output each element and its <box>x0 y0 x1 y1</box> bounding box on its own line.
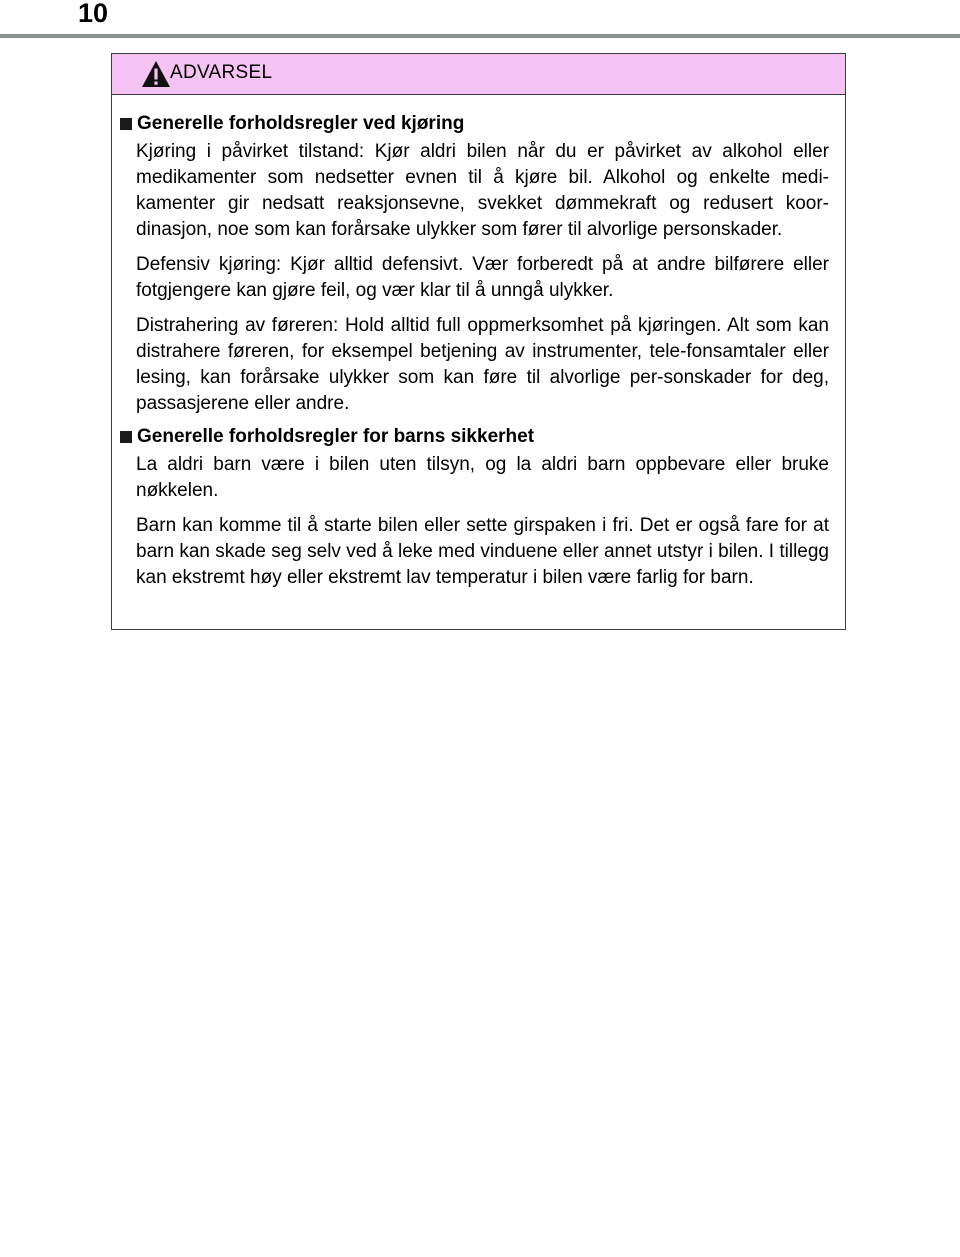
header-rule <box>0 34 960 38</box>
section-heading-text: Generelle forholdsregler ved kjøring <box>137 113 465 134</box>
section-driving-precautions <box>120 111 829 417</box>
warning-header <box>112 54 845 95</box>
section-heading-text: Generelle forholdsregler for barns sikkerhet <box>137 426 535 447</box>
paragraph-children-unattended: La aldri barn være i bilen uten tilsyn, og la aldri barn oppbevare eller bruke nøkkelen. <box>136 454 829 501</box>
page-number: 10 <box>78 0 109 28</box>
paragraph-impaired-driving: Kjøring i påvirket tilstand: Kjør aldri bilen når du er påvirket av alkohol eller medikamenter som nedsetter evnen til å kjøre bil. Alkohol og enkelte medi-kamenter gir nedsatt reaksjonsevne, svekket dømmekraft og redusert koor-dinasjon, noe som kan forårsake ulykker som fører til alvorlige personskader. <box>136 141 829 240</box>
warning-box <box>111 53 846 630</box>
section-heading <box>120 424 829 450</box>
square-bullet-icon <box>120 431 132 443</box>
warning-triangle-icon <box>141 60 171 88</box>
square-bullet-icon <box>120 118 132 130</box>
paragraph-driver-distraction: Distrahering av føreren: Hold alltid full oppmerksomhet på kjøringen. Alt som kan distrahere føreren, for eksempel betjening av instrumenter, tele-fonsamtaler eller lesing, kan forårsake ulykker som kan føre til alvorlige per-sonskader for deg, passasjerene eller andre. <box>136 315 829 414</box>
section-heading <box>120 111 829 137</box>
warning-title: ADVARSEL <box>170 62 273 83</box>
paragraph-defensive-driving: Defensiv kjøring: Kjør alltid defensivt. Vær forberedt på at andre bilførere eller fotgjengere kan gjøre feil, og vær klar til å unngå ulykker. <box>136 254 829 301</box>
paragraph-children-hazards: Barn kan komme til å starte bilen eller sette girspaken i fri. Det er også fare for at barn kan skade seg selv ved å leke med vinduene eller annet utstyr i bilen. I tillegg kan ekstremt høy eller ekstremt lav temperatur i bilen være farlig for barn. <box>136 515 829 588</box>
warning-body <box>112 95 845 591</box>
section-child-safety <box>120 424 829 591</box>
